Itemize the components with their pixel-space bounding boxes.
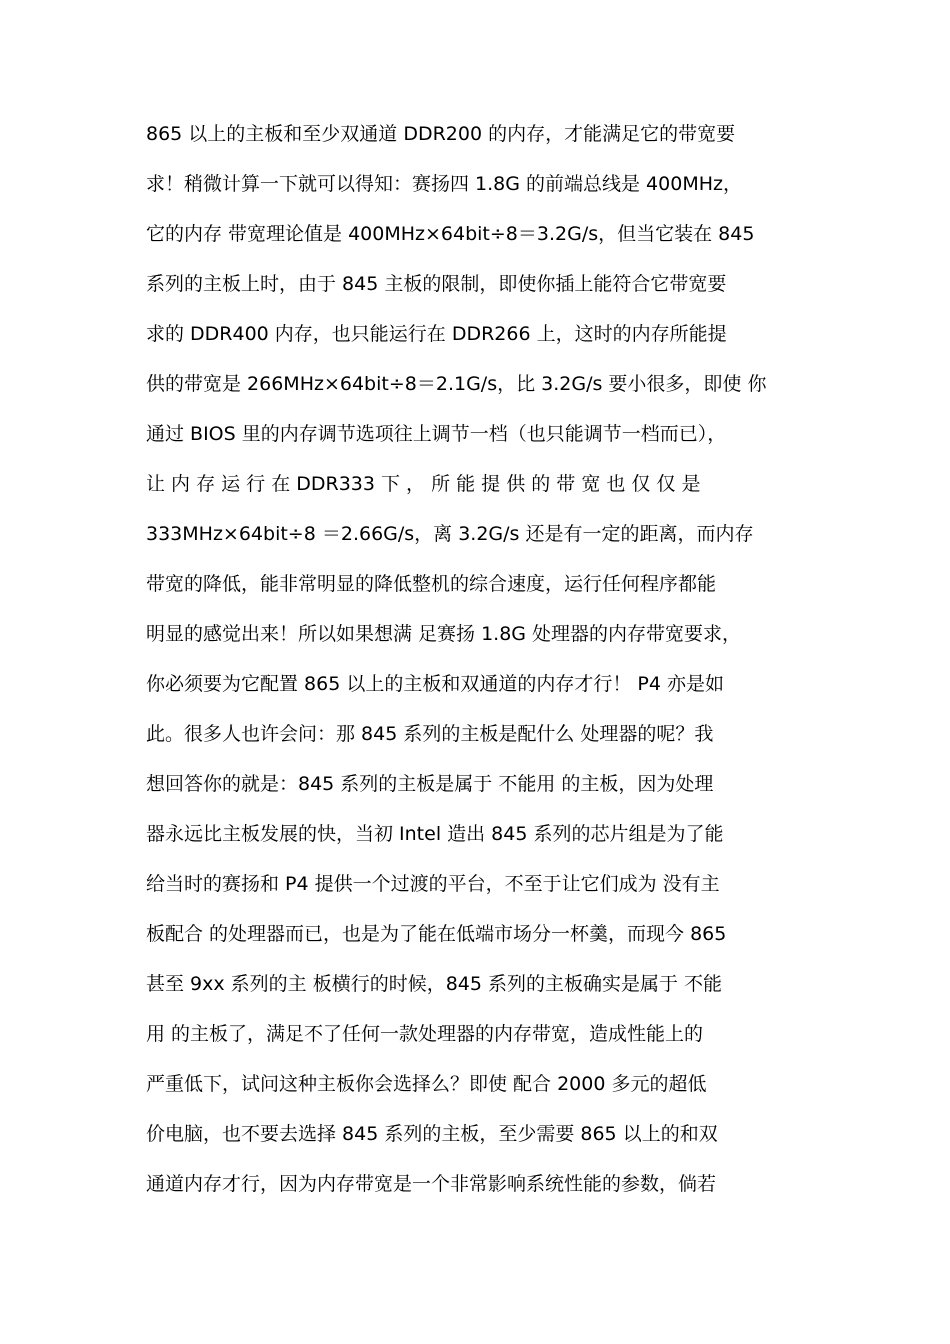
text-line-21: 价电脑，也不要去选择 845 系列的主板，至少需要 865 以上的和双 (146, 1123, 718, 1145)
text-line-18: 甚至 9xx 系列的主 板横行的时候，845 系列的主板确实是属于 不能 (146, 973, 723, 995)
text-line-16: 给当时的赛扬和 P4 提供一个过渡的平台，不至于让它们成为 没有主 (146, 873, 720, 895)
text-line-10: 带宽的降低，能非常明显的降低整机的综合速度，运行任何程序都能 (146, 573, 717, 595)
text-line-4: 系列的主板上时，由于 845 主板的限制，即使你插上能符合它带宽要 (146, 273, 727, 295)
text-line-14: 想回答你的就是：845 系列的主板是属于 不能用 的主板，因为处理 (146, 773, 714, 795)
text-line-20: 严重低下，试问这种主板你会选择么？即使 配合 2000 多元的超低 (146, 1073, 707, 1095)
text-line-6: 供的带宽是 266MHz×64bit÷8＝2.1G/s，比 3.2G/s 要小很多，即使 你 (146, 373, 767, 395)
text-line-19: 用 的主板了，满足不了任何一款处理器的内存带宽，造成性能上的 (146, 1023, 704, 1045)
text-line-22: 通道内存才行，因为内存带宽是一个非常影响系统性能的参数，倘若 (146, 1173, 717, 1195)
body-text (146, 114, 810, 1214)
text-line-7: 通过 BIOS 里的内存调节选项往上调节一档（也只能调节一档而已）， (146, 423, 727, 445)
text-line-5: 求的 DDR400 内存，也只能运行在 DDR266 上，这时的内存所能提 (146, 323, 727, 345)
text-line-17: 板配合 的处理器而已，也是为了能在低端市场分一杯羹，而现今 865 (146, 923, 727, 945)
text-line-15: 器永远比主板发展的快，当初 Intel 造出 845 系列的芯片组是为了能 (146, 823, 724, 845)
text-line-1: 865 以上的主板和至少双通道 DDR200 的内存，才能满足它的带宽要 (146, 123, 736, 145)
text-line-8: 让 内 存 运 行 在 DDR333 下 ， 所 能 提 供 的 带 宽 也 仅 仅 是 (146, 473, 701, 495)
text-line-12: 你必须要为它配置 865 以上的主板和双通道的内存才行！ P4 亦是如 (146, 673, 724, 695)
text-line-13: 此。很多人也许会问：那 845 系列的主板是配什么 处理器的呢？我 (146, 723, 714, 745)
text-line-9: 333MHz×64bit÷8 ＝2.66G/s，离 3.2G/s 还是有一定的距离，而内存 (146, 523, 754, 545)
text-line-11: 明显的感觉出来！所以如果想满 足赛扬 1.8G 处理器的内存带宽要求， (146, 623, 742, 645)
text-line-2: 求！稍微计算一下就可以得知：赛扬四 1.8G 的前端总线是 400MHz， (146, 173, 742, 195)
text-line-3: 它的内存 带宽理论值是 400MHz×64bit÷8＝3.2G/s，但当它装在 845 (146, 223, 755, 245)
